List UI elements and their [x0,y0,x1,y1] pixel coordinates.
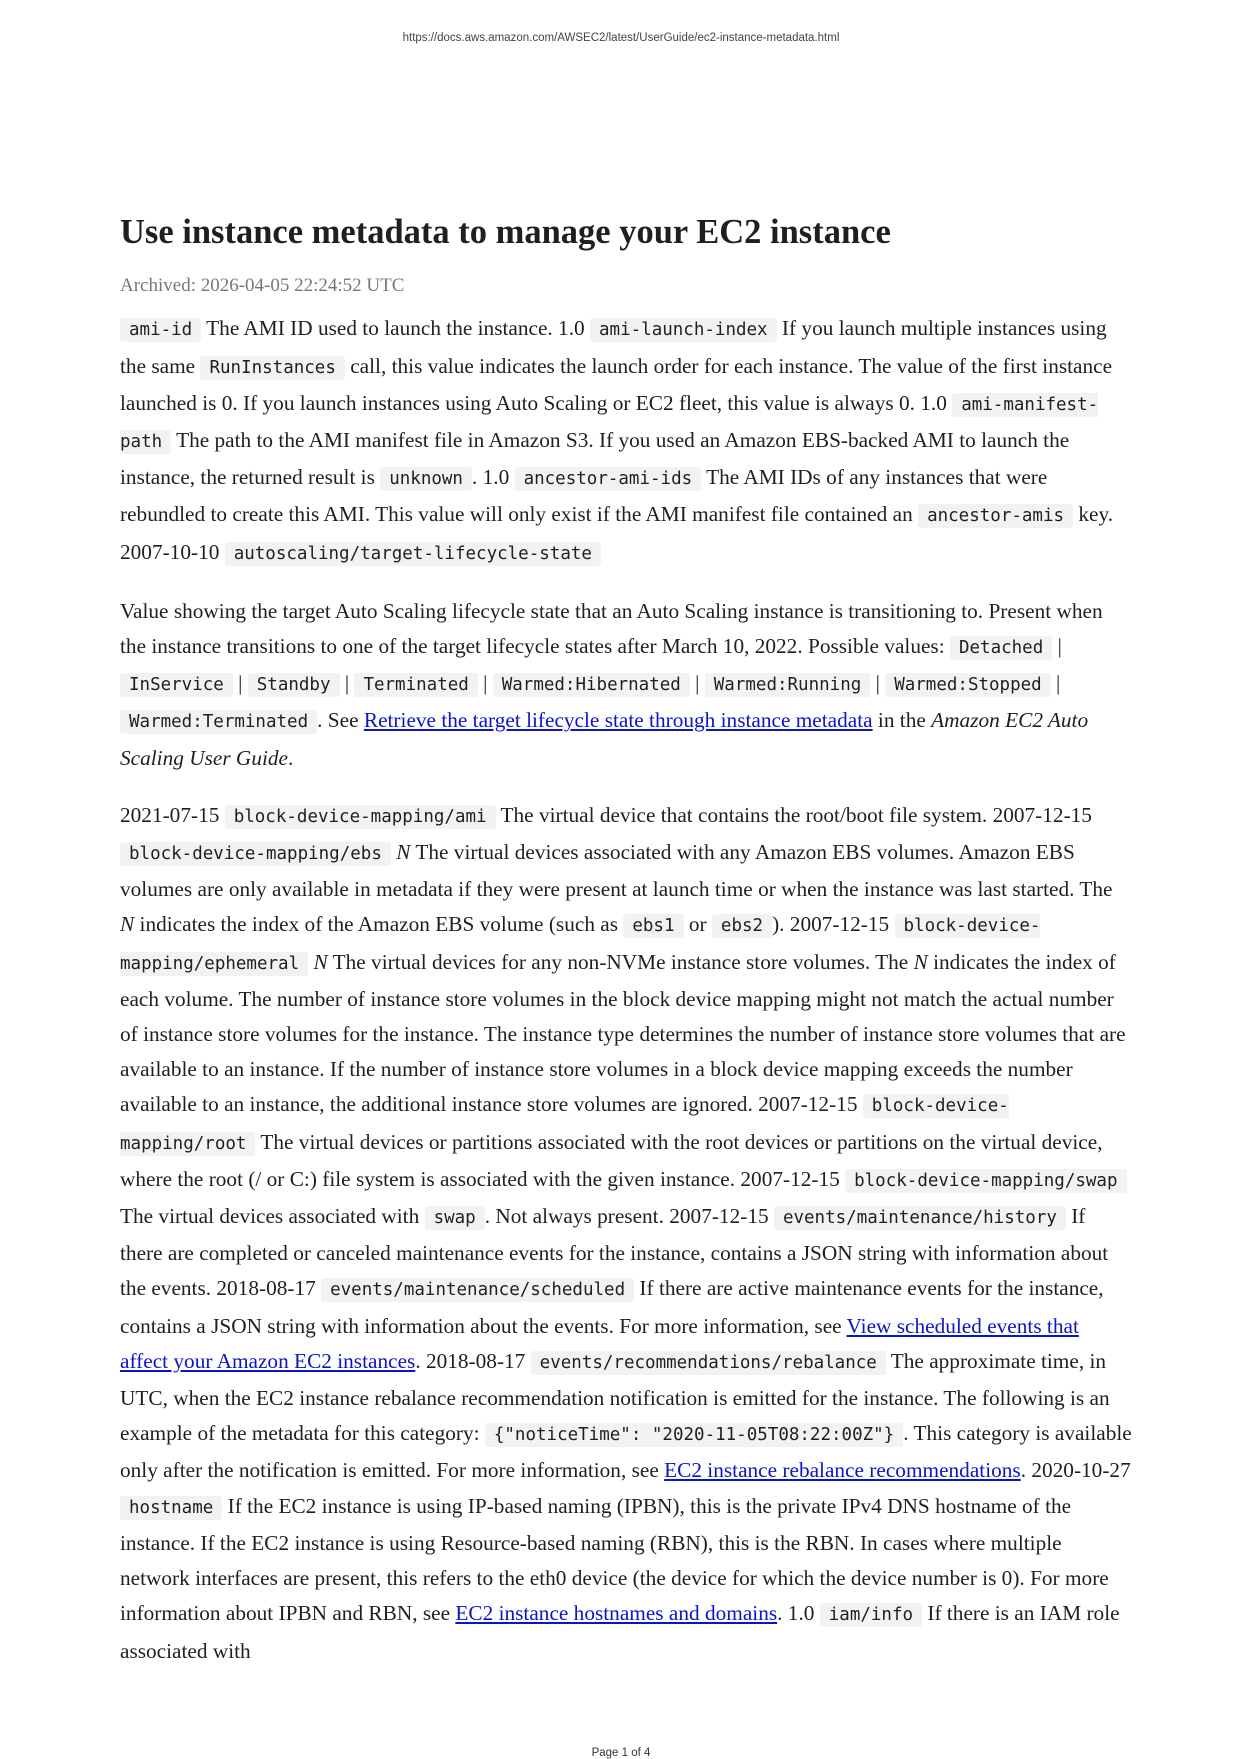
text: The virtual devices associated with any Amazon EBS volumes. Amazon EBS volumes are only available in metadata if they were present at launch time or when the instance was last started. The [120,840,1113,902]
code-ancestor-amis: ancestor-amis [918,504,1073,528]
text: or [683,912,712,937]
code-target-lifecycle-state: autoscaling/target-lifecycle-state [225,542,601,566]
text: . 1.0 [777,1601,820,1626]
code-ancestor-ami-ids: ancestor-ami-ids [515,467,702,491]
code-bdm-ephemeral: block-device-mapping/ephemeral [120,916,1041,974]
paragraph-lifecycle [120,594,1132,776]
text: . 2020-10-27 [1020,1458,1131,1483]
code-maintenance-scheduled: events/maintenance/scheduled [321,1278,634,1302]
code-bdm-root: block-device-mapping/root [120,1096,1009,1154]
page-number: Page 1 of 4 [591,1747,651,1759]
paragraph-block-device [120,798,1132,1669]
text: ). 2007-12-15 [772,912,895,937]
text: If there is an IAM role associated with [120,1601,1120,1663]
text: key. 2007-10-10 [120,502,1114,564]
code-swap: swap [425,1206,485,1230]
code-bdm-ebs: block-device-mapping/ebs [120,842,391,866]
code-bdm-swap: block-device-mapping/swap [845,1169,1126,1193]
text: 2021-07-15 [120,802,225,827]
code-ebs2: ebs2 [712,914,772,938]
text: If there are completed or canceled maintenance events for the instance, contains a JSON string with information about the events. 2018-08-17 [120,1204,1109,1301]
text: The virtual devices for any non-NVMe instance store volumes. The [327,949,914,974]
text: The AMI ID used to launch the instance. 1.0 [201,316,591,341]
text: Value showing the target Auto Scaling lifecycle state that an Auto Scaling instance is transitioning to. Present when the instance transitions to one of the target lifecycle states after March 10, 2022. Possible values: [120,598,1103,659]
text: The path to the AMI manifest file in Amazon S3. If you used an Amazon EBS-backed AMI to launch the instance, the returned result is [120,428,1070,490]
text: If there are active maintenance events for the instance, contains a JSON string with information about the events. For more information, see [120,1276,1104,1338]
code-notice-time: {"noticeTime": "2020-11-05T08:22:00Z"} [485,1423,903,1447]
code-standby: Standby [248,673,340,697]
text: indicates the index of the Amazon EBS volume (such as [134,912,624,937]
separator: | [1050,671,1061,696]
var-n: N [120,912,135,937]
code-ami-manifest-path: ami-manifest-path [120,394,1099,452]
text: . [287,745,294,770]
separator: | [1052,634,1062,659]
code-warmed-hibernated: Warmed:Hibernated [493,673,690,697]
code-bdm-ami: block-device-mapping/ami [225,805,496,829]
link-target-lifecycle-state[interactable]: Retrieve the target lifecycle state through instance metadata [363,708,873,733]
code-warmed-terminated: Warmed:Terminated [120,710,317,734]
text: in the [872,708,932,733]
code-detached: Detached [950,636,1052,660]
text: The virtual devices associated with [120,1204,425,1229]
code-hostname: hostname [120,1496,222,1520]
text: . See [317,708,364,733]
code-iam-info: iam/info [820,1603,922,1627]
code-ami-launch-index: ami-launch-index [590,318,777,342]
text: The virtual devices or partitions associated with the root devices or partitions on the virtual device, where the root (/ or C:) file system is associated with the given instance. 2007-12-15 [120,1129,1103,1191]
code-terminated: Terminated [354,673,477,697]
code-warmed-stopped: Warmed:Stopped [885,673,1051,697]
separator: | [689,671,705,696]
code-inservice: InService [120,673,233,697]
page-url: https://docs.aws.amazon.com/AWSEC2/latest/UserGuide/ec2-instance-metadata.html [402,32,840,44]
archived-timestamp: Archived: 2026-04-05 22:24:52 UTC [120,275,405,297]
text: call, this value indicates the launch order for each instance. The value of the first instance launched is 0. If you launch instances using Auto Scaling or EC2 fleet, this value is always 0. 1.0 [120,353,1113,415]
separator: | [477,671,493,696]
var-n: N [913,949,928,974]
article [120,212,1132,1691]
text: indicates the index of each volume. The number of instance store volumes in the block device mapping might not match the actual number of instance store volumes for the instance. The instance type determines the number of instance store volumes that are available to an instance. If the number of instance store volumes in a block device mapping exceeds the number available to an instance, the additional instance store volumes are ignored. 2007-12-15 [120,949,1126,1117]
link-scheduled-events[interactable]: View scheduled events that affect your Amazon EC2 instances [120,1313,1079,1373]
separator: | [339,671,355,696]
code-warmed-running: Warmed:Running [705,673,871,697]
text: . 2018-08-17 [415,1348,531,1373]
code-maintenance-history: events/maintenance/history [774,1206,1066,1230]
text: The virtual device that contains the root/boot file system. 2007-12-15 [495,802,1092,827]
text: The AMI IDs of any instances that were rebundled to create this AMI. This value will only exist if the AMI manifest file contained an [120,465,1048,527]
code-rebalance: events/recommendations/rebalance [531,1351,886,1375]
text: . Not always present. 2007-12-15 [484,1204,774,1229]
text: If you launch multiple instances using the same [120,316,1107,378]
text: . This category is available only after the notification is emitted. For more information, see [120,1421,1132,1483]
separator: | [870,671,886,696]
link-rebalance-recommendations[interactable]: EC2 instance rebalance recommendations [664,1458,1021,1483]
paragraph-ami [120,311,1132,571]
separator: | [232,671,248,696]
page-title: Use instance metadata to manage your EC2 instance [120,213,891,251]
code-unknown: unknown [380,467,472,491]
var-n: N [313,949,328,974]
code-runinstances: RunInstances [200,356,344,380]
code-ami-id: ami-id [120,318,201,342]
code-ebs1: ebs1 [623,914,683,938]
link-hostnames-domains[interactable]: EC2 instance hostnames and domains [455,1601,778,1626]
text: If the EC2 instance is using IP-based naming (IPBN), this is the private IPv4 DNS hostname of the instance. If the EC2 instance is using Resource-based naming (RBN), this is the RBN. In cases where multiple network interfaces are present, this refers to the eth0 device (the device for which the device number is 0). For more information about IPBN and RBN, see [120,1493,1109,1626]
var-n: N [396,840,411,865]
text: The approximate time, in UTC, when the EC2 instance rebalance recommendation notification is emitted for the instance. The following is an example of the metadata for this category: [120,1348,1110,1446]
text: . 1.0 [471,465,515,490]
guide-title: Amazon EC2 Auto Scaling User Guide [120,708,1089,770]
